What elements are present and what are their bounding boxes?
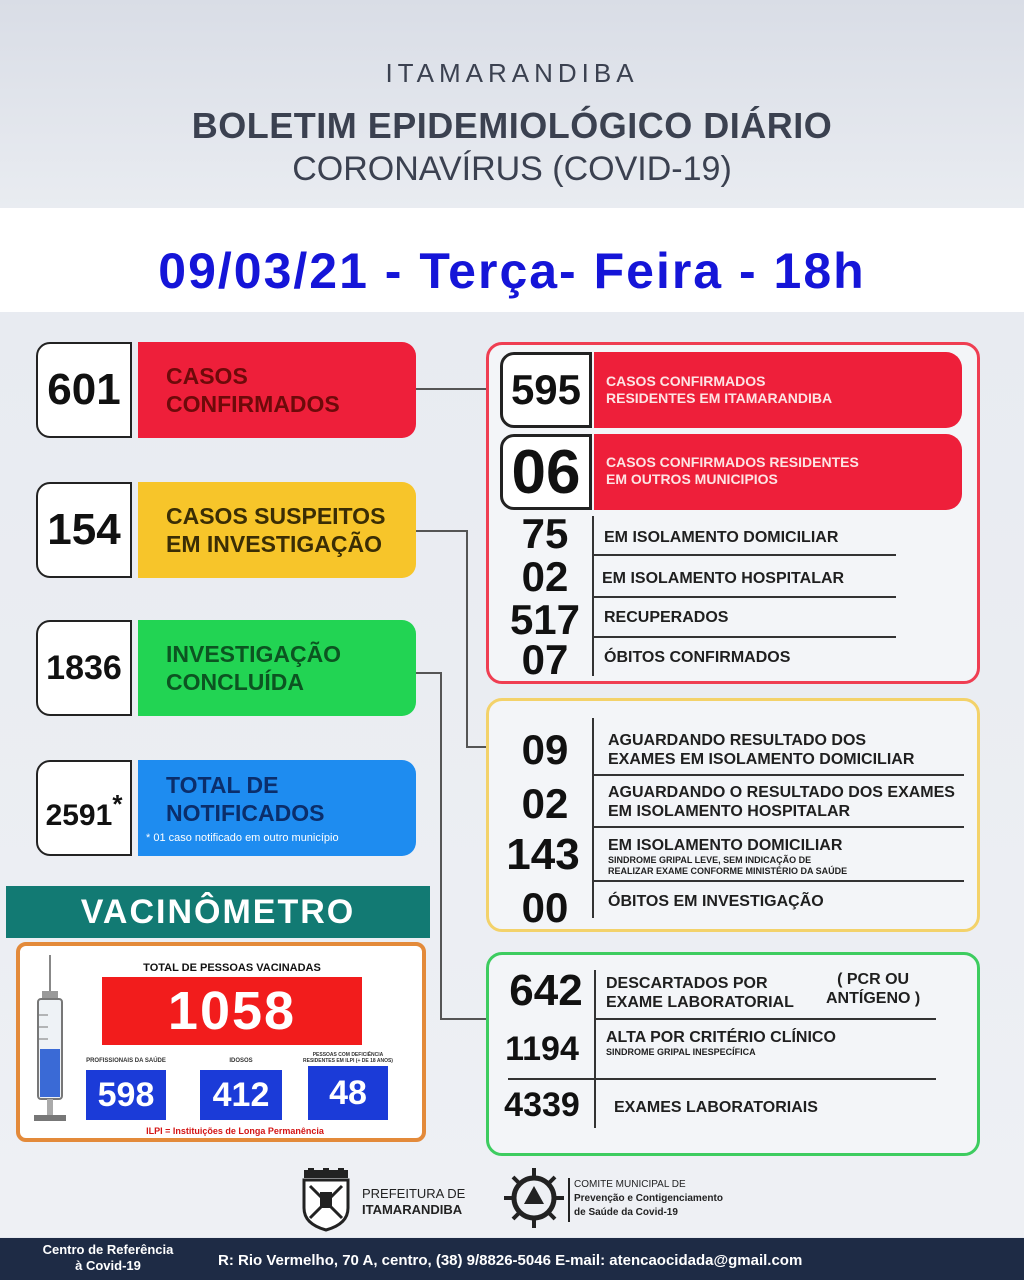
logo-line: COMITE MUNICIPAL DE (574, 1179, 686, 1190)
label-line: EM ISOLAMENTO DOMICILIAR (608, 837, 843, 854)
connector-line (440, 672, 442, 1018)
suspect-cases-count: 154 (36, 482, 132, 578)
group-label-disabled: PESSOAS COM DEFICIÊNCIA RESIDENTES EM ILPI (+ DE 18 ANOS) (303, 1052, 393, 1064)
discarded-method (826, 970, 920, 1008)
label-line: CASOS (166, 363, 248, 389)
connector-line (416, 672, 440, 674)
divider (592, 718, 594, 918)
label-line: EM INVESTIGAÇÃO (166, 531, 382, 557)
ilpi-footnote: ILPI = Instituições de Longa Permanência (146, 1126, 324, 1136)
connector-line (416, 530, 466, 532)
logo-divider (568, 1178, 570, 1222)
syringe-icon (28, 955, 72, 1130)
residents-count: 595 (500, 352, 592, 428)
label-line: CONFIRMADOS (166, 391, 340, 417)
label-line: EXAME LABORATORIAL (606, 994, 794, 1011)
label-line: ANTÍGENO ) (826, 990, 921, 1007)
label-line: RESIDENTES EM ITAMARANDIBA (606, 390, 833, 406)
elderly-count: 412 (200, 1070, 282, 1120)
label-line: EM OUTROS MUNICIPIOS (606, 471, 778, 487)
label-note: REALIZAR EXAME CONFORME MINISTÉRIO DA SAÚDE (608, 866, 848, 876)
total-notified-count (36, 760, 132, 856)
label-line: CONCLUÍDA (166, 669, 304, 695)
label-line: EXAMES EM ISOLAMENTO DOMICILIAR (608, 751, 915, 768)
notified-footnote: * 01 caso notificado em outro município (146, 832, 339, 844)
divider (594, 554, 896, 556)
other-municipalities-count: 06 (500, 434, 592, 510)
hospital-isolation-count: 02 (521, 553, 569, 600)
home-isolation-label: EM ISOLAMENTO DOMICILIAR (604, 529, 839, 546)
divider (594, 774, 964, 776)
label-line: NOTIFICADOS (166, 800, 325, 826)
awaiting-home-label (608, 731, 914, 769)
home-isolation-suspect-count: 143 (506, 830, 580, 879)
divider (594, 826, 964, 828)
asterisk: * (112, 788, 123, 819)
suspect-cases-label (138, 482, 416, 578)
disabled-residents-count: 48 (308, 1066, 388, 1120)
discarded-label (606, 974, 794, 1012)
virus-icon (502, 1166, 566, 1230)
discarded-count: 642 (509, 966, 583, 1015)
label-line: DESCARTADOS POR (606, 975, 768, 992)
total-vaccinated-count: 1058 (102, 977, 362, 1045)
divider (508, 1078, 936, 1080)
label-line: CASOS SUSPEITOS (166, 503, 386, 529)
total-notified-label (138, 760, 416, 856)
label-line: ( PCR OU (837, 971, 910, 988)
hospital-isolation-label: EM ISOLAMENTO HOSPITALAR (602, 570, 845, 587)
reference-center (10, 1242, 206, 1274)
connector-line (466, 530, 468, 746)
divider (596, 1018, 936, 1020)
home-isolation-count: 75 (521, 510, 569, 557)
deaths-investigation-label: ÓBITOS EM INVESTIGAÇÃO (608, 893, 824, 910)
logo-line: PREFEITURA DE (362, 1186, 466, 1201)
concluded-investigation-label (138, 620, 416, 716)
label-line: AGUARDANDO O RESULTADO DOS EXAMES (608, 784, 955, 801)
logo-line: ITAMARANDIBA (362, 1202, 463, 1217)
residents-label (606, 373, 832, 407)
divider (594, 970, 596, 1128)
divider (594, 596, 896, 598)
connector-line (440, 1018, 486, 1020)
footer-line: Centro de Referência (42, 1242, 174, 1257)
label-line: CASOS CONFIRMADOS (606, 373, 766, 389)
label-line: INVESTIGAÇÃO (166, 641, 342, 667)
bulletin-date: 09/03/21 - Terça- Feira - 18h (158, 243, 866, 299)
label-note: SINDROME GRIPAL LEVE, SEM INDICAÇÃO DE (608, 855, 812, 865)
prefeitura-logo-text (362, 1186, 465, 1218)
label-line: CASOS CONFIRMADOS RESIDENTES (606, 454, 859, 470)
health-professionals-count: 598 (86, 1070, 166, 1120)
divider (594, 880, 964, 882)
lab-exams-label: EXAMES LABORATORIAIS (614, 1099, 818, 1116)
label-note: SINDROME GRIPAL INESPECÍFICA (606, 1047, 756, 1057)
connector-line (466, 746, 486, 748)
recovered-label: RECUPERADOS (604, 609, 729, 626)
awaiting-hospital-count: 02 (521, 780, 569, 827)
total-vaccinated-label: TOTAL DE PESSOAS VACINADAS (143, 962, 321, 974)
label-line: AGUARDANDO RESULTADO DOS (608, 732, 867, 749)
total-notified-value: 2591 (45, 799, 113, 832)
logo-line: de Saúde da Covid-19 (574, 1207, 678, 1218)
divider (594, 636, 896, 638)
clinical-discharge-count: 1194 (505, 1030, 579, 1068)
confirmed-cases-label (138, 342, 416, 438)
other-municipalities-label (606, 454, 859, 488)
awaiting-hospital-label (608, 783, 955, 821)
lab-exams-count: 4339 (504, 1086, 580, 1124)
label-line: TOTAL DE (166, 772, 279, 798)
confirmed-deaths-label: ÓBITOS CONFIRMADOS (604, 649, 791, 666)
confirmed-deaths-count: 07 (521, 636, 569, 683)
city-name: ITAMARANDIBA (385, 58, 639, 88)
clinical-discharge-label (606, 1028, 836, 1058)
deaths-investigation-count: 00 (521, 884, 569, 931)
confirmed-cases-count: 601 (36, 342, 132, 438)
group-label-elderly: IDOSOS (229, 1058, 253, 1064)
footer-line: à Covid-19 (75, 1258, 141, 1273)
label-line: EM ISOLAMENTO HOSPITALAR (608, 803, 851, 820)
home-isolation-suspect-label (608, 836, 847, 877)
bulletin-subtitle: CORONAVÍRUS (COVID-19) (292, 150, 732, 188)
recovered-count: 517 (509, 596, 581, 643)
logo-line: Prevenção e Contigenciamento (574, 1193, 723, 1204)
group-label-health: PROFISSIONAIS DA SAÚDE (86, 1058, 166, 1064)
coat-of-arms-icon (298, 1168, 354, 1232)
awaiting-home-count: 09 (521, 726, 569, 773)
footer-address: R: Rio Vermelho, 70 A, centro, (38) 9/8826-5046 E-mail: atencaocidada@gmail.com (218, 1252, 803, 1269)
comite-logo-text (574, 1178, 723, 1220)
label-line: ALTA POR CRITÉRIO CLÍNICO (606, 1029, 836, 1046)
concluded-investigation-count: 1836 (36, 620, 132, 716)
bulletin-title: BOLETIM EPIDEMIOLÓGICO DIÁRIO (191, 105, 833, 146)
vaccinometer-title: VACINÔMETRO (6, 886, 430, 938)
